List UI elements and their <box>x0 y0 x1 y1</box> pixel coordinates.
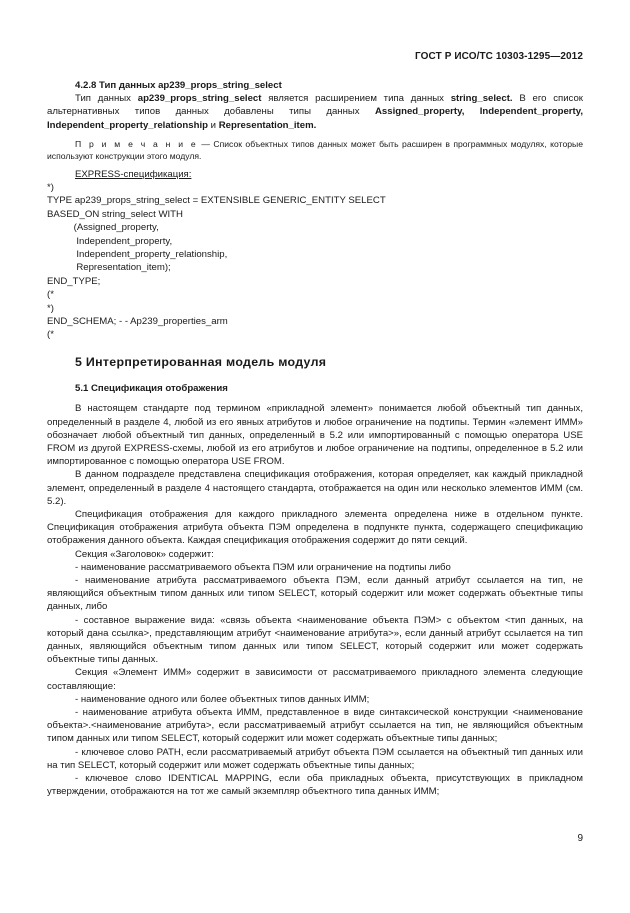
paragraph: - наименование рассматриваемого объекта ПЭМ или ограничение на подтипы либо <box>75 561 451 573</box>
express-label: EXPRESS-спецификация: <box>75 168 192 180</box>
code-line: END_TYPE; <box>47 275 101 287</box>
code-line: Independent_property_relationship, <box>47 249 228 261</box>
paragraph: Секция «Элемент ИММ» содержит в зависимости от рассматриваемого прикладного элемента следующие составляющие: <box>47 667 583 692</box>
paragraph: - ключевое слово PATH, если рассматриваемый атрибут объекта ПЭМ ссылается на объектный тип данных или на тип SELECT, который содержит или может содержать объектные типы данных; <box>47 746 583 771</box>
paragraph: Тип данных ap239_props_string_select является расширением типа данных string_select. В его список альтернативных типов данных добавлены типы данных Assigned_property, Independent_property, Independent_property_relationship и Representation_item. <box>47 93 583 131</box>
code-line: *) <box>47 182 54 194</box>
section-title: 5 Интерпретированная модель модуля <box>75 355 327 369</box>
code-line: (* <box>47 289 54 301</box>
express-code <box>47 181 583 342</box>
paragraph: Спецификация отображения для каждого прикладного элемента определена ниже в отдельном пункте. Спецификация отображения атрибута объекта ПЭМ определена в подпункте пункта, содержащего спецификацию отображения данного объекта. Каждая спецификация отображения содержит до пяти секций. <box>47 509 583 547</box>
section-title: 4.2.8 Тип данных ap239_props_string_select <box>75 80 282 91</box>
paragraph: - наименование одного или более объектных типов данных ИММ; <box>75 693 370 705</box>
section-5 <box>47 356 583 799</box>
paragraph: - наименование атрибута рассматриваемого объекта ПЭМ, если данный атрибут ссылается на тип, не являющийся объектным типом данных или типом SELECT, который содержит или может содержать объектные типы данных, либо <box>47 575 583 613</box>
note: П р и м е ч а н и е — Список объектных типов данных может быть расширен в программных модулях, которые используют конструкции этого модуля. <box>47 138 583 161</box>
code-line: END_SCHEMA; - - Ap239_properties_arm <box>47 316 228 328</box>
code-line: BASED_ON string_select WITH <box>47 208 183 220</box>
paragraph: - ключевое слово IDENTICAL MAPPING, если оба прикладных объекта, присутствующих в прикладном утверждении, отображаются на тот же самый экземпляр объектного типа данных ИММ; <box>47 773 583 798</box>
paragraph: - составное выражение вида: «связь объекта <наименование объекта ПЭМ> с объектом <тип данных, на который дана ссылка>, представляющим атрибут <наименование атрибута>», если данный атрибут ссылается на тип данных, являющийся объектным типом данных или типом SELECT, который содержит или может содержать объектные типы данных. <box>47 614 583 666</box>
code-line: (Assigned_property, <box>47 222 159 234</box>
running-header: ГОСТ Р ИСО/ТС 10303-1295—2012 <box>415 51 583 62</box>
page-number: 9 <box>577 833 583 844</box>
note-label: П р и м е ч а н и е <box>75 138 198 149</box>
code-line: Independent_property, <box>47 235 173 247</box>
code-line: TYPE ap239_props_string_select = EXTENSIBLE GENERIC_ENTITY SELECT <box>47 195 386 207</box>
section-4-2-8 <box>47 79 583 342</box>
paragraph: В настоящем стандарте под термином «прикладной элемент» понимается любой объектный тип данных, определенный в разделе 4, любой из его явных атрибутов и любое ограничение на подтипы. Термин «элемент ИММ» обозначает любой объектный тип данных, определенный в 5.2 или импортированный с помощью оператора USE FROM из другой EXPRESS-схемы, любой из его атрибутов и любое ограничение на подтипы, определенное в 5.2 или импортированное с помощью оператора USE FROM. <box>47 403 583 468</box>
paragraph: - наименование атрибута объекта ИММ, представленное в виде синтаксической конструкции <наименование объекта>.<наименование атрибута>, если рассматриваемый атрибут ссылается на тип, не являющийся объектным типом данных или типом SELECT, который содержит или может содержать объектные типы данных; <box>47 707 583 745</box>
paragraph: Секция «Заголовок» содержит: <box>75 548 214 560</box>
paragraph: В данном подразделе представлена спецификация отображения, которая определяет, как каждый прикладной элемент, определенный в разделе 4 настоящего стандарта, отображается на один или несколько элементов ИММ (см. 5.2). <box>47 469 583 507</box>
code-line: *) <box>47 302 54 314</box>
subsection-title: 5.1 Спецификация отображения <box>75 383 228 395</box>
code-line: (* <box>47 329 54 341</box>
code-line: Representation_item); <box>47 262 171 274</box>
section-5-1-body <box>47 402 583 798</box>
